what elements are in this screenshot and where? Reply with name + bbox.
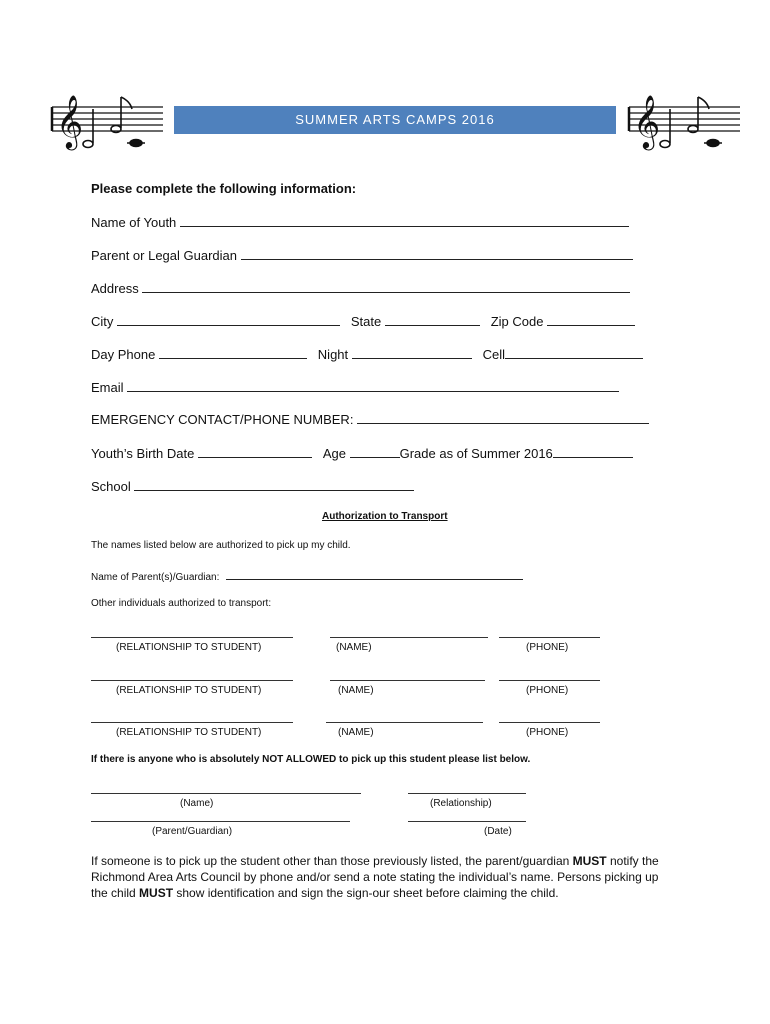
- night-field[interactable]: [352, 346, 472, 359]
- age-field[interactable]: [350, 445, 400, 458]
- guardian-signature-field[interactable]: [91, 821, 350, 822]
- svg-text:𝄞: 𝄞: [633, 94, 661, 148]
- cell-label: Cell: [482, 347, 506, 362]
- name-caption: (NAME): [336, 642, 372, 653]
- grade-field[interactable]: [553, 445, 633, 458]
- day-phone-label: Day Phone: [91, 347, 156, 362]
- parent-guardian-label: Parent or Legal Guardian: [91, 248, 237, 263]
- emergency-row: [91, 411, 649, 427]
- birth-age-grade-row: [91, 445, 633, 461]
- state-label: State: [350, 314, 382, 329]
- address-label: Address: [91, 281, 139, 296]
- grade-label: Grade as of Summer 2016: [399, 446, 553, 461]
- form-heading: Please complete the following information:: [91, 181, 357, 196]
- phone-field[interactable]: [499, 680, 600, 681]
- phone-field[interactable]: [499, 637, 600, 638]
- name-caption: (NAME): [338, 685, 374, 696]
- parent-name-row: [91, 569, 523, 583]
- name-field[interactable]: [326, 722, 483, 723]
- page-title: SUMMER ARTS CAMPS 2016: [174, 106, 616, 134]
- not-allowed-relationship-caption: (Relationship): [430, 798, 492, 809]
- cell-field[interactable]: [505, 346, 643, 359]
- notice-must-1: MUST: [572, 854, 607, 868]
- date-field[interactable]: [408, 821, 526, 822]
- parent-guardian-row: [91, 247, 633, 263]
- name-of-youth-field[interactable]: [180, 214, 629, 227]
- phone-field[interactable]: [499, 722, 600, 723]
- relationship-field[interactable]: [91, 680, 293, 681]
- day-phone-field[interactable]: [159, 346, 307, 359]
- emergency-field[interactable]: [357, 411, 649, 424]
- date-caption: (Date): [484, 826, 512, 837]
- email-label: Email: [91, 380, 124, 395]
- night-label: Night: [317, 347, 349, 362]
- notice-text-1: If someone is to pick up the student other than those previously listed, the parent/guardian: [91, 854, 573, 868]
- address-field[interactable]: [142, 280, 630, 293]
- notice-must-2: MUST: [139, 886, 174, 900]
- name-of-youth-row: [91, 214, 629, 230]
- music-staff-treble-clef-icon: [50, 93, 165, 153]
- not-allowed-name-caption: (Name): [180, 798, 214, 809]
- zip-label: Zip Code: [490, 314, 544, 329]
- emergency-label: EMERGENCY CONTACT/PHONE NUMBER:: [91, 412, 354, 427]
- name-of-youth-label: Name of Youth: [91, 215, 177, 230]
- not-allowed-relationship-field[interactable]: [408, 793, 526, 794]
- city-label: City: [91, 314, 114, 329]
- address-row: [91, 280, 630, 296]
- authorization-intro: The names listed below are authorized to pick up my child.: [91, 540, 351, 551]
- notice-text-3: show identification and sign the sign-our sheet before claiming the child.: [173, 886, 559, 900]
- relationship-field[interactable]: [91, 637, 293, 638]
- notice-paragraph: [91, 853, 671, 901]
- school-label: School: [91, 479, 131, 494]
- relationship-field[interactable]: [91, 722, 293, 723]
- guardian-caption: (Parent/Guardian): [152, 826, 233, 837]
- school-row: [91, 478, 414, 494]
- name-field[interactable]: [330, 680, 485, 681]
- others-label: Other individuals authorized to transport:: [91, 598, 272, 609]
- parent-name-field[interactable]: [226, 569, 523, 580]
- authorization-heading: Authorization to Transport: [322, 511, 448, 522]
- phone-caption: (PHONE): [526, 685, 569, 696]
- state-field[interactable]: [385, 313, 480, 326]
- svg-text:𝄞: 𝄞: [56, 94, 84, 148]
- school-field[interactable]: [134, 478, 414, 491]
- relationship-caption: (RELATIONSHIP TO STUDENT): [116, 685, 262, 696]
- not-allowed-heading: If there is anyone who is absolutely NOT ALLOWED to pick up this student please list below.: [91, 754, 531, 765]
- phone-caption: (PHONE): [526, 727, 569, 738]
- music-staff-treble-clef-icon: [627, 93, 742, 153]
- email-row: [91, 379, 619, 395]
- zip-field[interactable]: [547, 313, 635, 326]
- city-field[interactable]: [117, 313, 340, 326]
- parent-name-label: Name of Parent(s)/Guardian:: [91, 572, 220, 583]
- parent-guardian-field[interactable]: [241, 247, 633, 260]
- not-allowed-name-field[interactable]: [91, 793, 361, 794]
- email-field[interactable]: [127, 379, 619, 392]
- name-caption: (NAME): [338, 727, 374, 738]
- notice-text-2: notify the Richmond Area Arts Council by phone and/or send a note stating the individual’s name. Persons picking up the child: [91, 854, 659, 900]
- phone-row: [91, 346, 643, 362]
- age-label: Age: [322, 446, 346, 461]
- phone-caption: (PHONE): [526, 642, 569, 653]
- city-state-zip-row: [91, 313, 635, 329]
- birth-date-field[interactable]: [198, 445, 312, 458]
- relationship-caption: (RELATIONSHIP TO STUDENT): [116, 727, 262, 738]
- name-field[interactable]: [330, 637, 488, 638]
- birth-date-label: Youth’s Birth Date: [91, 446, 195, 461]
- relationship-caption: (RELATIONSHIP TO STUDENT): [116, 642, 262, 653]
